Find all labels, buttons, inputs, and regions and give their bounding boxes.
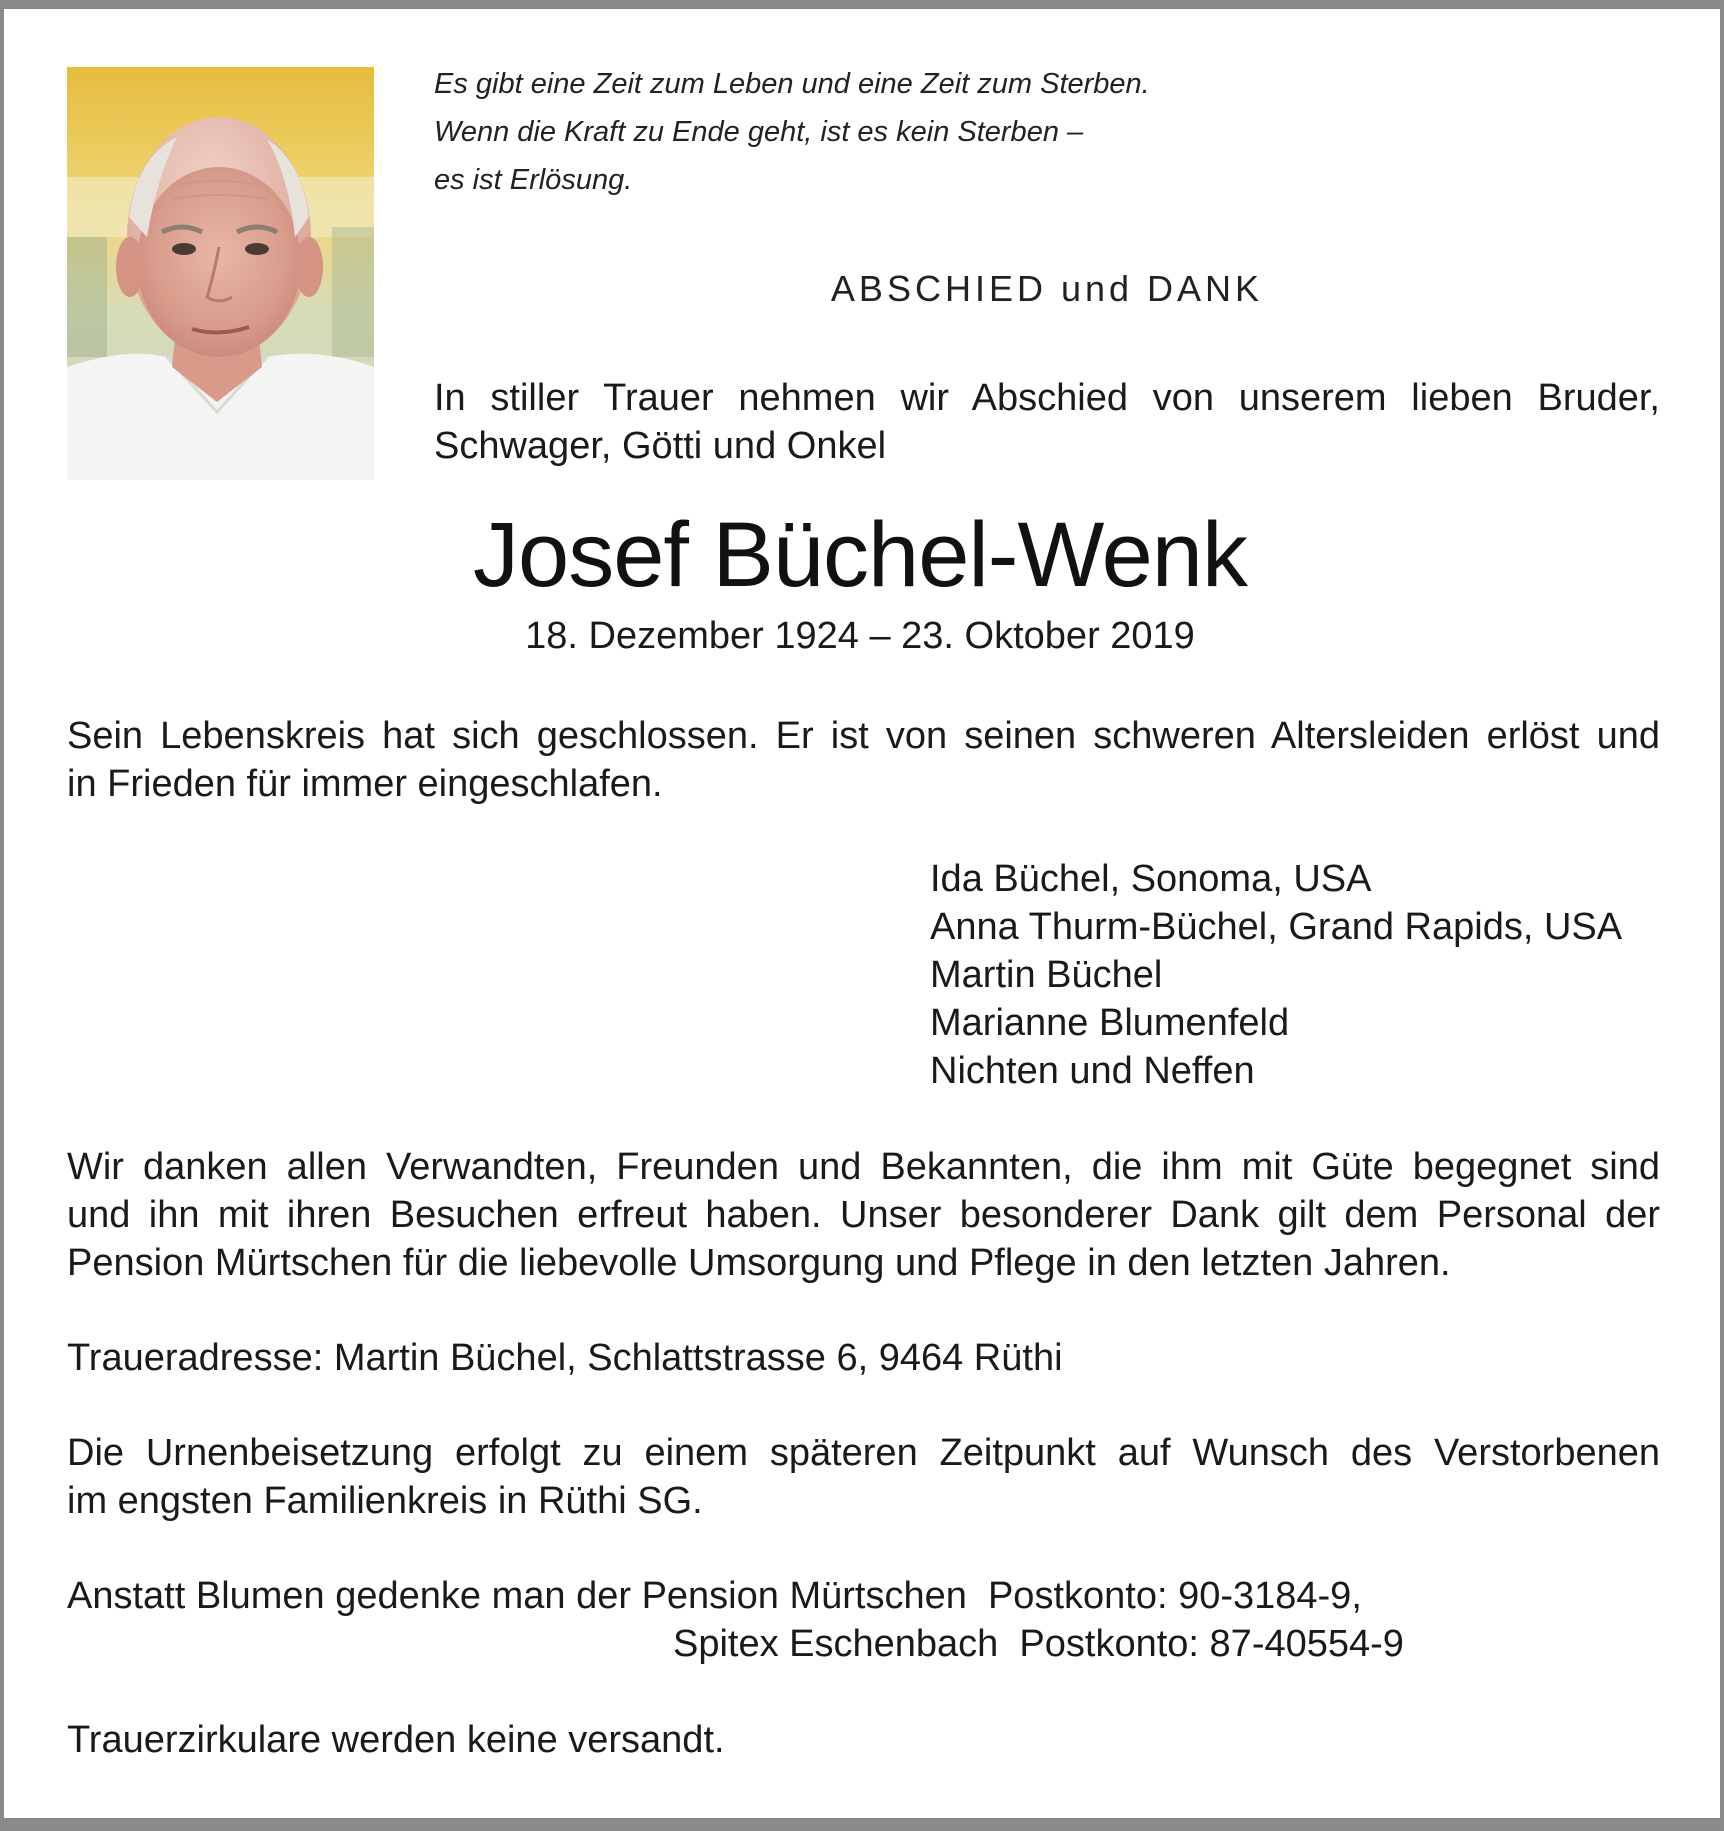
- deceased-name: Josef Büchel-Wenk: [473, 504, 1247, 606]
- mourner-item: Marianne Blumenfeld: [930, 1002, 1290, 1044]
- mourners-list: [930, 855, 1622, 1095]
- closing-line: Trauerzirkulare werden keine versandt.: [67, 1719, 725, 1761]
- paragraph-line: Wir danken allen Verwandten, Freunden und Bekannten, die ihm mit Güte begegnet sind: [67, 1146, 1660, 1188]
- quote-line: es ist Erlösung.: [434, 164, 633, 196]
- mourner-item: Martin Büchel: [930, 954, 1163, 996]
- intro-text: [434, 374, 1660, 470]
- epigraph-quote: [434, 60, 1150, 204]
- closing-note: [67, 1716, 1660, 1764]
- donation-line-1: Anstatt Blumen gedenke man der Pension Mürtschen Postkonto: 90-3184-9,: [67, 1575, 1362, 1617]
- paragraph-line: im engsten Familienkreis in Rüthi SG.: [67, 1480, 703, 1522]
- burial-paragraph: [67, 1429, 1660, 1525]
- headline: ABSCHIED und DANK: [830, 268, 1264, 309]
- quote-line: Wenn die Kraft zu Ende geht, ist es kein Sterben –: [434, 116, 1084, 148]
- intro-line-2: Schwager, Götti und Onkel: [434, 425, 887, 467]
- thanks-paragraph: [67, 1143, 1660, 1287]
- donation-line-2: Spitex Eschenbach Postkonto: 87-40554-9: [673, 1623, 1404, 1665]
- paragraph-line: und ihn mit ihren Besuchen erfreut haben. Unser besonderer Dank gilt dem Personal der: [67, 1194, 1660, 1236]
- mourner-item: Anna Thurm-Büchel, Grand Rapids, USA: [930, 906, 1623, 948]
- paragraph-line: Pension Mürtschen für die liebevolle Umsorgung und Pflege in den letzten Jahren.: [67, 1242, 1451, 1284]
- mourner-item: Ida Büchel, Sonoma, USA: [930, 858, 1372, 900]
- address-line: Traueradresse: Martin Büchel, Schlattstrasse 6, 9464 Rüthi: [67, 1337, 1063, 1379]
- paragraph-line: in Frieden für immer eingeschlafen.: [67, 763, 663, 805]
- paragraph-line: Sein Lebenskreis hat sich geschlossen. Er ist von seinen schweren Altersleiden erlöst und: [67, 715, 1660, 757]
- life-circle-paragraph: [67, 712, 1660, 808]
- paragraph-line: Die Urnenbeisetzung erfolgt zu einem späteren Zeitpunkt auf Wunsch des Verstorbenen: [67, 1432, 1660, 1474]
- intro-line-1: In stiller Trauer nehmen wir Abschied von unserem lieben Bruder,: [434, 377, 1660, 419]
- mourner-item: Nichten und Neffen: [930, 1050, 1255, 1092]
- mourning-address: [67, 1334, 1660, 1382]
- donation-note: [67, 1572, 1404, 1668]
- portrait-photo: [67, 67, 374, 480]
- life-dates: 18. Dezember 1924 – 23. Oktober 2019: [525, 615, 1195, 657]
- quote-line: Es gibt eine Zeit zum Leben und eine Zeit zum Sterben.: [434, 68, 1150, 100]
